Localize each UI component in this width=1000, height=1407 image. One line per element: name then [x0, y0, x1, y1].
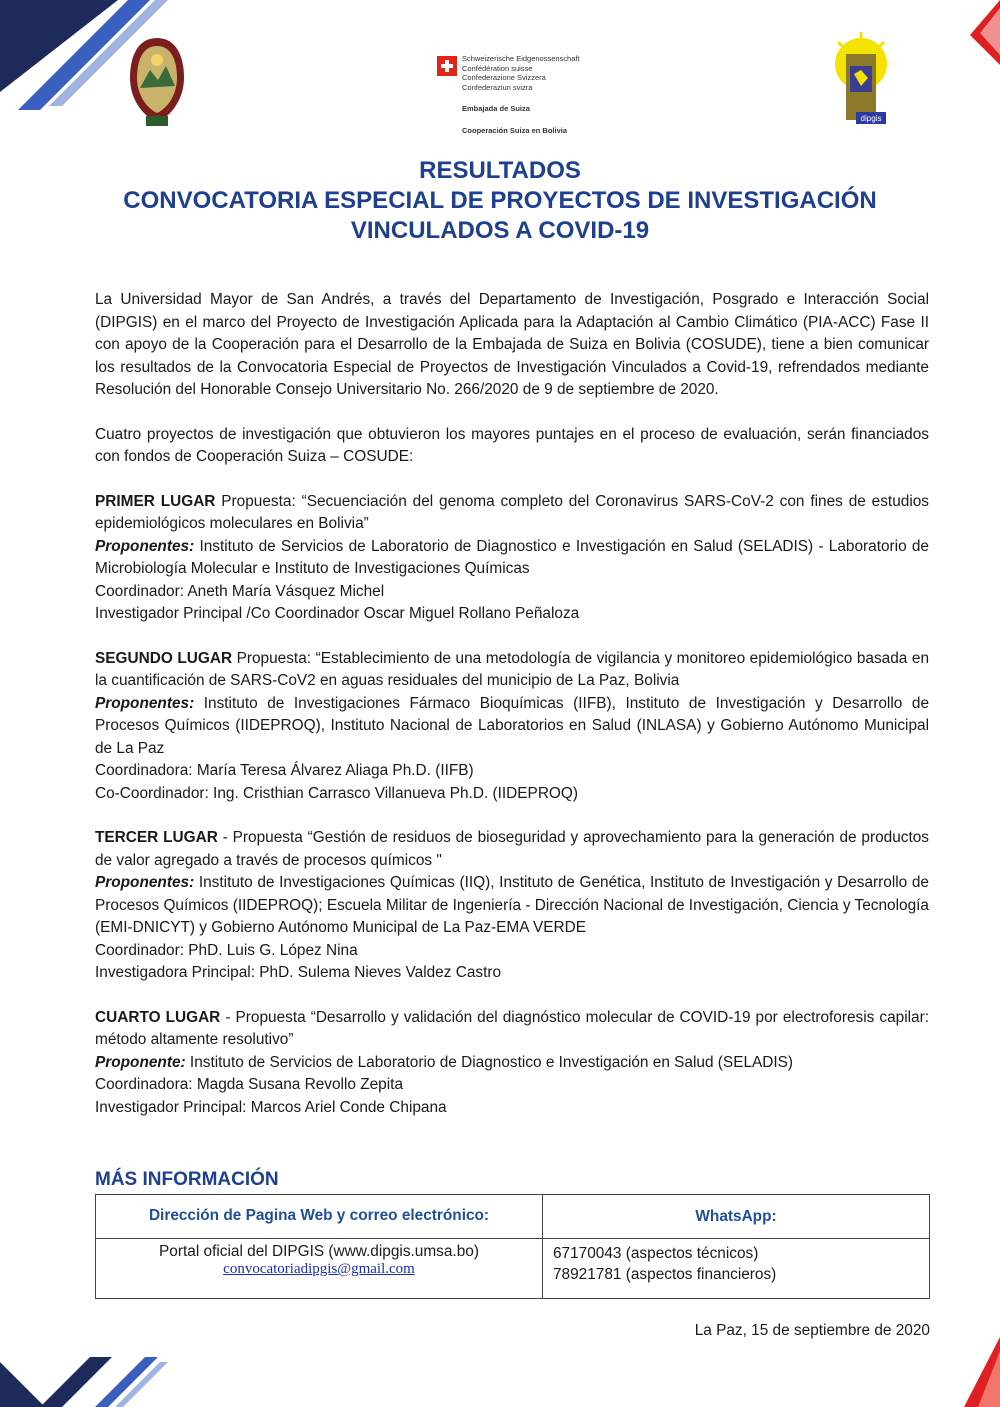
- web-email-header: Dirección de Pagina Web y correo electrónico:: [96, 1195, 543, 1239]
- summary-paragraph: Cuatro proyectos de investigación que obtuvieron los mayores puntajes en el proceso de evaluación, serán financiados con fondos de Cooperación Suiza – COSUDE:: [95, 425, 929, 465]
- more-info-heading: MÁS INFORMACIÓN: [95, 1169, 279, 1190]
- proponents-text: Instituto de Servicios de Laboratorio de Diagnostico e Investigación en Salud (SELADIS): [185, 1053, 794, 1071]
- coordinator-line: Coordinador: Aneth María Vásquez Michel: [95, 582, 385, 600]
- result-2: [95, 648, 929, 806]
- intro-paragraph: La Universidad Mayor de San Andrés, a través del Departamento de Investigación, Posgrado e Interacción Social (DIPGIS) en el marco del Proyecto de Investigación Aplicada para la Adaptación al Cambio Climático (PIA-ACC) Fase II con apoyo de la Cooperación para el Desarrollo de la Embajada de Suiza en Bolivia (COSUDE), tiene a bien comunicar los resultados de la Convocatoria Especial de Proyectos de Investigación Vinculados a Covid-19, refrendados mediante Resolución del Honorable Consejo Universitario No. 266/2020 de 9 de septiembre de 2020.: [95, 291, 929, 398]
- dipgis-logo: [830, 32, 892, 128]
- coordinator-line: Coordinador: PhD. Luis G. López Nina: [95, 941, 358, 959]
- corner-decoration-bottom-right: [964, 1337, 1000, 1407]
- swiss-coop: Cooperación Suiza en Bolivia: [462, 125, 568, 135]
- email-link[interactable]: convocatoriadipgis@gmail.com: [223, 1261, 415, 1277]
- researcher-line: Investigador Principal /Co Coordinador Oscar Miguel Rollano Peñaloza: [95, 605, 580, 622]
- corner-decoration-bottom-left: [0, 1357, 170, 1407]
- researcher-line: Investigadora Principal: PhD. Sulema Nieves Valdez Castro: [95, 964, 502, 981]
- proposal-text: Propuesta: “Establecimiento de una metodología de vigilancia y monitoreo epidemiológico basada en la cuantificación de SARS-CoV2 en aguas residuales del municipio de La Paz, Bolivia: [95, 649, 929, 689]
- researcher-line: Co-Coordinador: Ing. Cristhian Carrasco Villanueva Ph.D. (IIDEPROQ): [95, 784, 579, 802]
- proponents-label: Proponentes:: [95, 694, 195, 712]
- corner-decoration-top-right: [970, 0, 1000, 70]
- swiss-line: Schweizerische Eidgenossenschaft: [462, 54, 580, 63]
- proponents-text: Instituto de Investigaciones Químicas (IIQ), Instituto de Genética, Instituto de Investigación y Desarrollo de Procesos Químicos (IIDEPROQ); Escuela Militar de Ingeniería - Dirección Nacional de Investigación, Ciencia y Tecnología (EMI-DNICYT) y Gobierno Autónomo Municipal de La Paz-EMA VERDE: [95, 874, 929, 936]
- proposal-text: Propuesta: “Secuenciación del genoma completo del Coronavirus SARS-CoV-2 con fines de estudios epidemiológicos moleculares en Bolivia”: [95, 492, 929, 532]
- coordinator-line: Coordinadora: Magda Susana Revollo Zepita: [95, 1076, 404, 1093]
- umsa-seal-logo: [128, 36, 186, 128]
- document-date: La Paz, 15 de septiembre de 2020: [694, 1322, 930, 1339]
- proponents-label: Proponentes:: [95, 537, 195, 555]
- proponents-text: Instituto de Investigaciones Fármaco Bioquímicas (IIFB), Instituto de Investigación y Desarrollo de Procesos Químicos (IIDEPROQ), Instituto Nacional de Laboratorios en Salud (INLASA) y Gobierno Autónomo Municipal de La Paz: [95, 694, 929, 757]
- document-body: [95, 289, 929, 1119]
- proponents-label: Proponente:: [95, 1053, 186, 1071]
- document-title: [0, 156, 1000, 246]
- proposal-text: - Propuesta “Desarrollo y validación del diagnóstico molecular de COVID-19 por electroforesis capilar: método altamente resolutivo”: [95, 1008, 930, 1048]
- swiss-embassy: Embajada de Suiza: [462, 104, 530, 113]
- swiss-cooperation-logo-text: [462, 54, 580, 135]
- phone-financial: 78921781 (aspectos financieros): [553, 1266, 777, 1283]
- contact-table: [95, 1194, 930, 1299]
- title-line-3: VINCULADOS A COVID-19: [350, 217, 650, 244]
- result-4: [95, 1007, 929, 1120]
- proponents-text: Instituto de Servicios de Laboratorio de Diagnostico e Investigación en Salud (SELADIS) - Laboratorio de Microbiología Molecular e Instituto de Investigaciones Químicas: [95, 537, 929, 577]
- place-label: SEGUNDO LUGAR: [95, 649, 233, 667]
- researcher-line: Investigador Principal: Marcos Ariel Conde Chipana: [95, 1098, 447, 1116]
- swiss-line: Confederazione Svizzera: [462, 73, 546, 82]
- coordinator-line: Coordinadora: María Teresa Álvarez Aliaga Ph.D. (IIFB): [95, 762, 474, 779]
- result-3: [95, 827, 929, 985]
- place-label: TERCER LUGAR: [95, 829, 218, 846]
- title-line-1: RESULTADOS: [419, 157, 581, 184]
- place-label: PRIMER LUGAR: [95, 492, 216, 510]
- whatsapp-header: WhatsApp:: [543, 1195, 930, 1239]
- phone-technical: 67170043 (aspectos técnicos): [553, 1245, 759, 1262]
- place-label: CUARTO LUGAR: [95, 1008, 221, 1026]
- dipgis-logo-text: dipgis: [860, 114, 882, 123]
- result-1: [95, 491, 929, 626]
- swiss-flag-icon: [437, 56, 457, 76]
- proposal-text: - Propuesta “Gestión de residuos de bioseguridad y aprovechamiento para la generación de productos de valor agregado a través de procesos químicos ": [95, 829, 929, 869]
- portal-link[interactable]: Portal oficial del DIPGIS (www.dipgis.umsa.bo): [159, 1243, 479, 1260]
- swiss-line: Confederaziun svizra: [462, 82, 533, 92]
- swiss-line: Confédération suisse: [462, 63, 533, 73]
- proponents-label: Proponentes:: [95, 874, 195, 891]
- title-line-2: CONVOCATORIA ESPECIAL DE PROYECTOS DE INVESTIGACIÓN: [123, 187, 877, 214]
